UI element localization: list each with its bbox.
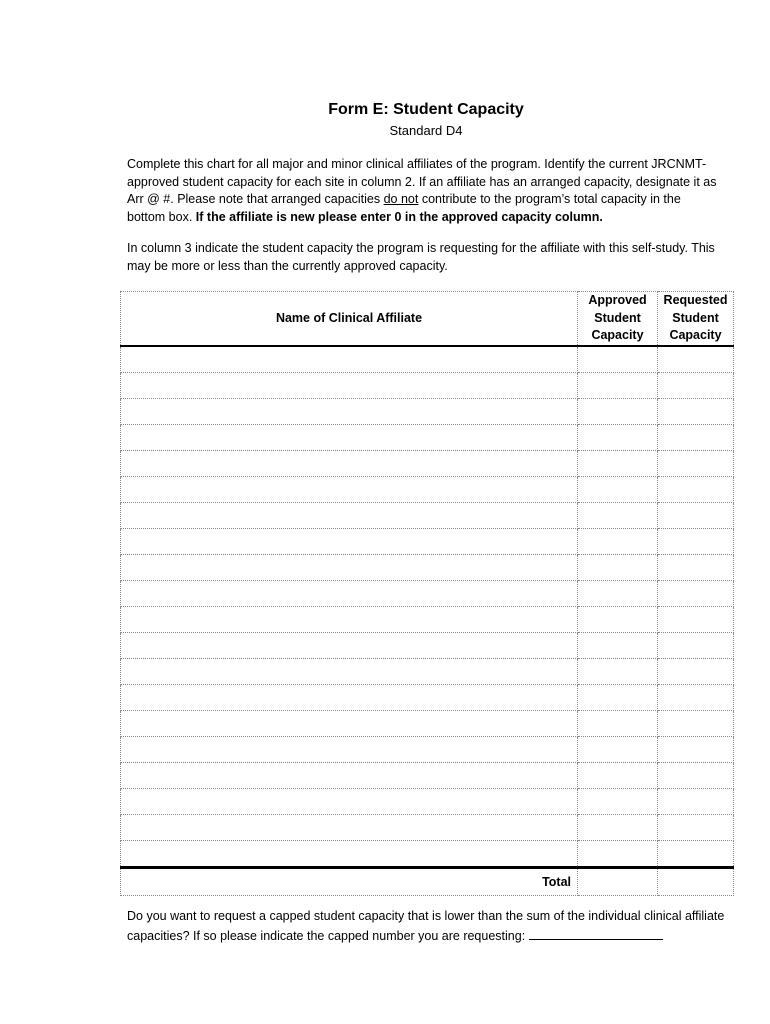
affiliate-name-cell[interactable]: [121, 372, 578, 398]
affiliate-name-cell[interactable]: [121, 346, 578, 373]
affiliate-name-cell[interactable]: [121, 580, 578, 606]
requested-capacity-cell[interactable]: [658, 476, 734, 502]
requested-capacity-cell[interactable]: [658, 372, 734, 398]
requested-capacity-cell[interactable]: [658, 554, 734, 580]
approved-capacity-cell[interactable]: [578, 554, 658, 580]
approved-capacity-cell[interactable]: [578, 606, 658, 632]
affiliate-name-cell[interactable]: [121, 424, 578, 450]
capacity-table: [120, 291, 734, 896]
total-requested-cell[interactable]: [658, 867, 734, 895]
approved-capacity-cell[interactable]: [578, 502, 658, 528]
requested-capacity-cell[interactable]: [658, 580, 734, 606]
affiliate-name-cell[interactable]: [121, 632, 578, 658]
affiliate-name-cell[interactable]: [121, 710, 578, 736]
header-requested-capacity: Requested Student Capacity: [658, 292, 734, 346]
approved-capacity-cell[interactable]: [578, 762, 658, 788]
affiliate-name-cell[interactable]: [121, 658, 578, 684]
requested-capacity-cell[interactable]: [658, 346, 734, 373]
total-label: Total: [121, 867, 578, 895]
table-row: [121, 450, 734, 476]
table-row: [121, 710, 734, 736]
table-row: [121, 476, 734, 502]
table-row: [121, 658, 734, 684]
instructions-text-1: Complete this chart for all major and minor clinical affiliates of the program. Identify the current JRCNMT-approved student capacity for each site in column 2. If an affiliate has an arranged capacity, designate it as Arr @ #. Please note that arranged capacities: [127, 157, 717, 206]
capped-question-text: Do you want to request a capped student capacity that is lower than the sum of the individual clinical affiliate capacities? If so please indicate the capped number you are requesting:: [127, 909, 725, 943]
approved-capacity-cell[interactable]: [578, 580, 658, 606]
requested-capacity-cell[interactable]: [658, 684, 734, 710]
requested-capacity-cell[interactable]: [658, 658, 734, 684]
approved-capacity-cell[interactable]: [578, 788, 658, 814]
table-row: [121, 632, 734, 658]
affiliate-name-cell[interactable]: [121, 528, 578, 554]
capped-number-blank[interactable]: [529, 927, 663, 940]
table-row: [121, 554, 734, 580]
affiliate-name-cell[interactable]: [121, 736, 578, 762]
table-row: [121, 814, 734, 840]
total-row: [121, 867, 734, 895]
approved-capacity-cell[interactable]: [578, 736, 658, 762]
table-row: [121, 528, 734, 554]
approved-capacity-cell[interactable]: [578, 424, 658, 450]
approved-capacity-cell[interactable]: [578, 450, 658, 476]
column3-note: In column 3 indicate the student capacity the program is requesting for the affiliate with this self-study. This may be more or less than the currently approved capacity.: [127, 241, 715, 273]
approved-capacity-cell[interactable]: [578, 710, 658, 736]
header-affiliate-name: Name of Clinical Affiliate: [121, 292, 578, 346]
requested-capacity-cell[interactable]: [658, 450, 734, 476]
table-row: [121, 840, 734, 867]
affiliate-name-cell[interactable]: [121, 840, 578, 867]
instructions-paragraph: [127, 156, 717, 226]
affiliate-name-cell[interactable]: [121, 476, 578, 502]
affiliate-name-cell[interactable]: [121, 606, 578, 632]
table-row: [121, 788, 734, 814]
approved-capacity-cell[interactable]: [578, 528, 658, 554]
approved-capacity-cell[interactable]: [578, 814, 658, 840]
instructions-underlined: do not: [383, 192, 419, 206]
approved-capacity-cell[interactable]: [578, 372, 658, 398]
table-row: [121, 762, 734, 788]
approved-capacity-cell[interactable]: [578, 398, 658, 424]
affiliate-name-cell[interactable]: [121, 814, 578, 840]
approved-capacity-cell[interactable]: [578, 632, 658, 658]
table-row: [121, 736, 734, 762]
requested-capacity-cell[interactable]: [658, 424, 734, 450]
requested-capacity-cell[interactable]: [658, 788, 734, 814]
requested-capacity-cell[interactable]: [658, 710, 734, 736]
requested-capacity-cell[interactable]: [658, 632, 734, 658]
table-body: [121, 346, 734, 868]
affiliate-name-cell[interactable]: [121, 788, 578, 814]
requested-capacity-cell[interactable]: [658, 502, 734, 528]
requested-capacity-cell[interactable]: [658, 762, 734, 788]
form-subtitle: Standard D4: [389, 123, 463, 138]
affiliate-name-cell[interactable]: [121, 684, 578, 710]
requested-capacity-cell[interactable]: [658, 398, 734, 424]
table-row: [121, 398, 734, 424]
approved-capacity-cell[interactable]: [578, 684, 658, 710]
form-title: Form E: Student Capacity: [328, 101, 524, 118]
approved-capacity-cell[interactable]: [578, 476, 658, 502]
affiliate-name-cell[interactable]: [121, 502, 578, 528]
approved-capacity-cell[interactable]: [578, 658, 658, 684]
affiliate-name-cell[interactable]: [121, 398, 578, 424]
affiliate-name-cell[interactable]: [121, 762, 578, 788]
requested-capacity-cell[interactable]: [658, 736, 734, 762]
table-row: [121, 502, 734, 528]
table-row: [121, 372, 734, 398]
table-row: [121, 684, 734, 710]
table-row: [121, 424, 734, 450]
header-approved-capacity: Approved Student Capacity: [578, 292, 658, 346]
table-header-row: [121, 292, 734, 346]
table-row: [121, 346, 734, 373]
table-row: [121, 606, 734, 632]
requested-capacity-cell[interactable]: [658, 840, 734, 867]
total-approved-cell[interactable]: [578, 867, 658, 895]
requested-capacity-cell[interactable]: [658, 606, 734, 632]
approved-capacity-cell[interactable]: [578, 346, 658, 373]
instructions-bold: If the affiliate is new please enter 0 in the approved capacity column.: [195, 209, 603, 224]
approved-capacity-cell[interactable]: [578, 840, 658, 867]
capped-capacity-question: [127, 906, 727, 946]
requested-capacity-cell[interactable]: [658, 528, 734, 554]
requested-capacity-cell[interactable]: [658, 814, 734, 840]
table-row: [121, 580, 734, 606]
instructions-text-2: contribute to the program’s total capacity in the bottom box.: [127, 192, 681, 224]
affiliate-name-cell[interactable]: [121, 554, 578, 580]
affiliate-name-cell[interactable]: [121, 450, 578, 476]
